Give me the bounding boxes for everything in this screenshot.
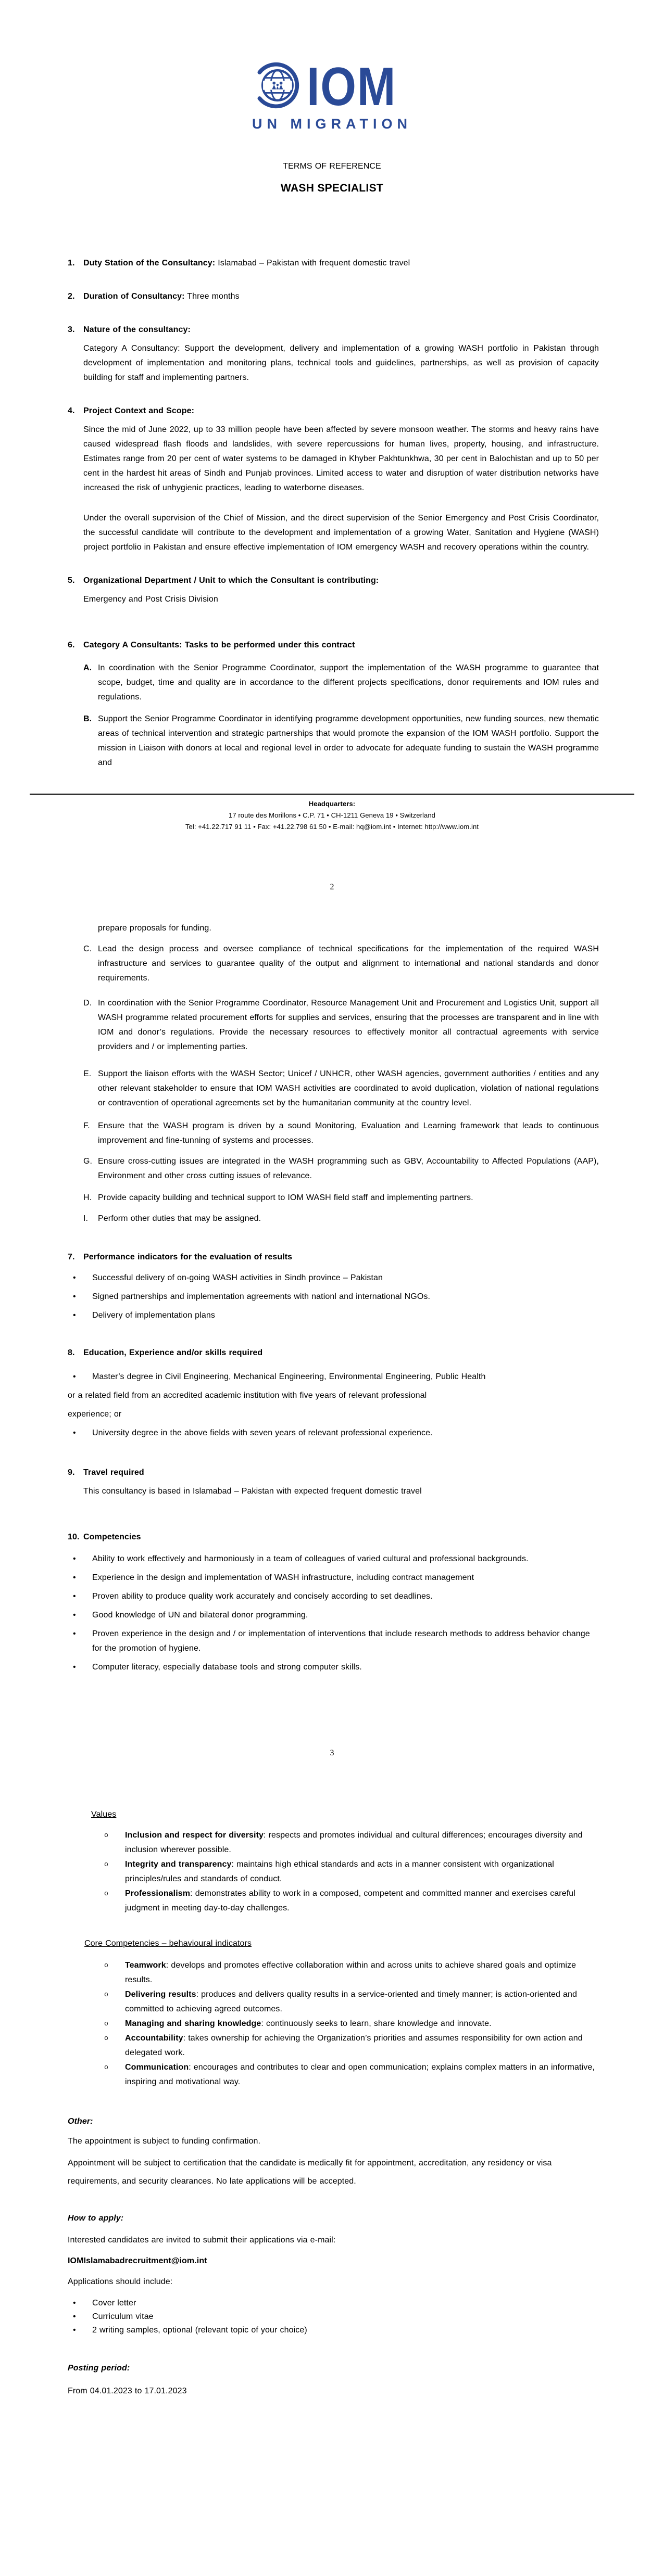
bullet-text: Ability to work effectively and harmoniously in a team of colleagues of varied cultural and professional backgrounds. [92,1554,529,1563]
competency-bullet-5 [68,1627,599,1656]
item-number: 3. [68,325,75,334]
footer-heading: Headquarters: [308,800,356,808]
core-item-5 [68,2060,599,2089]
circle-bullet-icon: o [104,2034,108,2042]
core-text [125,1987,599,2017]
item-6-tasks [68,638,599,770]
value-item-3 [68,1886,599,1916]
task-text: Ensure cross-cutting issues are integrated in the WASH programming such as GBV, Accountability to Affected Populations (AAP), Environment and other cross cutting issues of relevance. [98,1157,599,1180]
value-item-1 [68,1828,599,1857]
bullet-icon: • [73,1554,76,1563]
item-label: Competencies [83,1533,141,1541]
task-e [83,1067,599,1111]
item-label: Organizational Department / Unit to which the Consultant is contributing: [83,576,379,585]
core-competencies-heading: Core Competencies – behavioural indicators [84,1939,252,1948]
bullet-icon: • [73,1311,76,1320]
bullet-text: Computer literacy, especially database tools and strong computer skills. [92,1663,362,1672]
item-label: Nature of the consultancy: [83,325,191,334]
core-text [125,2031,599,2060]
core-desc: : takes ownership for achieving the Organization’s priorities and assumes responsibility for own action and delegated work. [125,2034,583,2057]
performance-bullet-2 [68,1290,599,1304]
core-term: Communication [125,2063,189,2072]
item-text: Three months [184,292,240,301]
apply-line-1: Interested candidates are invited to submit their applications via e-mail: [68,2236,336,2245]
iom-tagline: UN MIGRATION [252,116,412,132]
competency-bullet-3 [68,1589,599,1604]
circle-bullet-icon: o [104,1991,108,1998]
task-text: Provide capacity building and technical support to IOM WASH field staff and implementing partners. [98,1193,473,1202]
iom-wordmark: IOM [307,56,397,117]
task-text: Support the Senior Programme Coordinator in identifying programme development opportunities, new funding sources, new thematic areas of technical intervention and strategic partnerships that would promote the expansion of the IOM WASH portfolio. Support the mission in Liaison with donors at local and regional level in order to advocate for adequate funding to sustain the WASH programme and [98,715,599,767]
circle-bullet-icon: o [104,1831,108,1839]
value-term: Integrity and transparency [125,1860,232,1869]
core-term: Accountability [125,2034,183,2043]
item-number: 4. [68,406,75,415]
posting-period-text: From 04.01.2023 to 17.01.2023 [68,2387,187,2395]
task-letter: G. [83,1157,93,1166]
bullet-icon: • [73,1372,76,1381]
core-term: Teamwork [125,1961,166,1970]
iom-globe-icon [252,60,302,113]
bullet-icon: • [73,2312,76,2321]
task-text: Lead the design process and oversee compliance of technical specifications for the implementation of the required WASH infrastructure and services to guarantee quality of the output and alignment to international and national standards and donor requirements. [98,945,599,983]
task-b [83,712,599,770]
core-item-1 [68,1958,599,1987]
education-continuation-1: or a related field from an accredited academic institution with five years of relevant professional [68,1391,427,1400]
value-text [125,1886,599,1916]
bullet-icon: • [73,1611,76,1619]
item-number: 7. [68,1253,75,1261]
bullet-text: Delivery of implementation plans [92,1311,215,1320]
value-text [125,1828,599,1857]
item-number: 9. [68,1468,75,1477]
bullet-text: Proven ability to produce quality work accurately and concisely according to set deadlines. [92,1592,433,1601]
org-department-text: Emergency and Post Crisis Division [83,595,218,604]
task-letter: D. [83,999,92,1008]
how-to-apply-heading: How to apply: [68,2214,124,2223]
bullet-icon: • [73,1592,76,1601]
task-letter: H. [83,1193,92,1202]
core-term: Delivering results [125,1990,196,1999]
core-text [125,2060,599,2089]
performance-bullet-3 [68,1308,599,1323]
posting-period-heading: Posting period: [68,2364,130,2373]
education-bullet-2 [68,1424,599,1443]
core-desc: : produces and delivers quality results in a service-oriented and timely manner; is action-oriented and committed to achieving agreed outcomes. [125,1990,578,2013]
circle-bullet-icon: o [104,2063,108,2071]
core-desc: : develops and promotes effective collaboration within and across units to achieve shared goals and optimize results. [125,1961,577,1984]
bullet-text: Signed partnerships and implementation agreements with nationl and international NGOs. [92,1292,431,1301]
competency-bullet-6 [68,1660,599,1675]
bullet-icon: • [73,1429,76,1437]
task-g [83,1154,599,1183]
item-text: Islamabad – Pakistan with frequent domestic travel [215,259,410,267]
competency-bullet-1 [68,1552,599,1566]
circle-bullet-icon: o [104,1961,108,1969]
circle-bullet-icon: o [104,1890,108,1897]
performance-bullet-1 [68,1271,599,1285]
bullet-text: Master’s degree in Civil Engineering, Mechanical Engineering, Environmental Engineering, Public Health [92,1372,486,1381]
item-label: Category A Consultants: Tasks to be performed under this contract [83,641,355,649]
item-label: Performance indicators for the evaluation of results [83,1253,293,1261]
item-label: Project Context and Scope: [83,406,195,415]
bullet-icon: • [73,1663,76,1672]
bullet-icon: • [73,1292,76,1301]
task-letter: A. [83,664,92,672]
apply-line-2: Applications should include: [68,2277,173,2286]
task-c [83,942,599,986]
context-paragraph-1: Since the mid of June 2022, up to 33 million people have been affected by severe monsoon weather. The storms and heavy rains have caused widespread flash floods and landslides, with severe repercussions for human lives, property, housing, and infrastructure. Estimates range from 20 per cent of water systems to be damaged in Khyber Pakhtunkhwa, 30 per cent in Balochistan and up to 50 per cent in the hardest hit areas of Sindh and Punjab provinces. Limited access to water and disruption of water distribution networks have increased the risk of unhygienic practices, leading to waterborne diseases. [83,425,599,492]
page-footer [30,794,634,833]
core-text [125,2017,599,2031]
core-text [125,1958,599,1987]
bullet-text: Curriculum vitae [92,2312,154,2321]
task-h [83,1191,599,1205]
item-7-performance [68,1250,599,1265]
item-10-competencies [68,1530,599,1545]
item-label: Duty Station of the Consultancy: [83,259,216,267]
item-number: 8. [68,1348,75,1357]
value-item-2 [68,1857,599,1886]
education-bullet-1 [68,1368,599,1386]
task-a [83,661,599,705]
education-continuation-2: experience; or [68,1410,122,1419]
value-term: Professionalism [125,1889,191,1898]
core-item-3 [68,2017,599,2031]
task-text: Perform other duties that may be assigned. [98,1214,261,1223]
circle-bullet-icon: o [104,1860,108,1868]
core-desc: : continuously seeks to learn, share knowledge and innovate. [261,2019,492,2028]
page-1 [0,0,664,859]
task-letter: C. [83,945,92,953]
core-item-4 [68,2031,599,2060]
bullet-text: Successful delivery of on-going WASH activities in Sindh province – Pakistan [92,1273,383,1282]
bullet-icon: • [73,2326,76,2335]
item-label: Duration of Consultancy: [83,292,185,301]
page-number: 3 [330,1749,334,1757]
circle-bullet-icon: o [104,2020,108,2027]
item-5-org-department [68,573,599,607]
item-4-context-scope [68,404,599,555]
value-text [125,1857,599,1886]
page-number: 2 [330,883,334,891]
task-letter: B. [83,715,92,723]
values-heading: Values [91,1810,117,1819]
value-desc: : demonstrates ability to work in a composed, competent and committed manner and exercises careful judgment in meeting day-to-day challenges. [125,1889,575,1912]
value-desc: : respects and promotes individual and cultural differences; encourages diversity and inclusion wherever possible. [125,1831,583,1854]
iom-logo [0,0,664,132]
item-label: Travel required [83,1468,144,1477]
item-number: 10. [68,1533,80,1541]
bullet-text: Experience in the design and implementation of WASH infrastructure, including contract management [92,1573,474,1582]
bullet-text: Good knowledge of UN and bilateral donor programming. [92,1611,308,1619]
item-number: 2. [68,292,75,301]
item-9-travel [68,1465,599,1499]
task-b-continuation: prepare proposals for funding. [98,924,211,933]
item-number: 6. [68,641,75,649]
task-letter: F. [83,1121,90,1130]
travel-text: This consultancy is based in Islamabad – Pakistan with expected frequent domestic travel [83,1487,422,1496]
doc-title: TERMS OF REFERENCE [283,162,381,171]
page-3 [0,1717,664,2576]
apply-bullet-3 [68,2324,599,2337]
bullet-icon: • [73,1273,76,1282]
task-text: Support the liaison efforts with the WASH Sector; Unicef / UNHCR, other WASH agencies, government authorities / entities and any other relevant stakeholder to ensure that IOM WASH activities are coordinated to avoid duplication, violation of national regulations or contravention of operational agreements set by the humanitarian community at the country level. [98,1069,599,1107]
core-desc: : encourages and contributes to clear and open communication; explains complex matters in an informative, inspiring and motivational way. [125,2063,595,2086]
bullet-icon: • [73,2299,76,2307]
task-d [83,996,599,1054]
task-i [83,1212,599,1226]
item-label: Education, Experience and/or skills required [83,1348,263,1357]
task-letter: I. [83,1214,89,1223]
bullet-icon: • [73,1573,76,1582]
footer-address: 17 route des Morillons • C.P. 71 • CH-1211 Geneva 19 • Switzerland [229,811,435,819]
item-3-nature [68,323,599,385]
bullet-text: University degree in the above fields with seven years of relevant professional experience. [92,1429,433,1437]
other-heading: Other: [68,2117,93,2126]
doc-subtitle: WASH SPECIALIST [280,182,384,194]
task-f [83,1119,599,1148]
value-desc: : maintains high ethical standards and acts in a manner consistent with organizational principles/rules and standards of conduct. [125,1860,554,1883]
context-paragraph-2: Under the overall supervision of the Chief of Mission, and the direct supervision of the Senior Emergency and Post Crisis Coordinator, the successful candidate will contribute to the development and implementation of a growing Water, Sanitation and Hygiene (WASH) project portfolio in Pakistan and ensure effective implementation of IOM emergency WASH and recovery operations within the country. [83,514,599,552]
value-term: Inclusion and respect for diversity [125,1831,264,1840]
page-2 [0,859,664,1717]
item-2-duration [68,289,599,304]
bullet-text: Cover letter [92,2299,136,2307]
apply-bullet-2 [68,2310,599,2324]
competency-bullet-4 [68,1608,599,1623]
bullet-icon: • [73,1629,76,1638]
other-line-1: The appointment is subject to funding confirmation. [68,2137,261,2146]
task-letter: E. [83,1069,92,1078]
item-8-education [68,1346,599,1360]
task-text: In coordination with the Senior Programme Coordinator, support the implementation of the WASH programme to guarantee that scope, budget, time and quality are in accordance to the different projects specifications, donor requirements and IOM rules and regulations. [98,664,599,702]
core-term: Managing and sharing knowledge [125,2019,261,2028]
task-text: In coordination with the Senior Programme Coordinator, Resource Management Unit and Procurement and Logistics Unit, support all WASH programme related procurement efforts for supplies and services, ensuring that the processes are transparent and in line with IOM and donor’s regulations. Provide the necessary resources to effectively monitor all contractual agreements with service providers and / or implementing parties. [98,999,599,1051]
bullet-text: 2 writing samples, optional (relevant topic of your choice) [92,2326,307,2335]
item-1-duty-station [68,256,599,271]
apply-bullet-1 [68,2297,599,2310]
bullet-text: Proven experience in the design and / or implementation of interventions that include research methods to address behavior change for the promotion of hygiene. [92,1629,590,1653]
footer-contacts: Tel: +41.22.717 91 11 • Fax: +41.22.798 61 50 • E-mail: hq@iom.int • Internet: http://www.iom.int [185,823,479,831]
apply-email: IOMIslamabadrecruitment@iom.int [68,2256,207,2265]
task-text: Ensure that the WASH program is driven by a sound Monitoring, Evaluation and Learning framework that leads to continuous improvement and fine-tunning of systems and processes. [98,1121,599,1145]
core-item-2 [68,1987,599,2017]
item-number: 5. [68,576,75,585]
nature-paragraph: Category A Consultancy: Support the development, delivery and implementation of a growing WASH portfolio in Pakistan through development of implementation and monitoring plans, technical tools and guidelines, partnerships, as well as provision of capacity building for staff and implementing partners. [83,344,599,382]
other-line-2: Appointment will be subject to certification that the candidate is medically fit for appointment, accreditation, any residency or visa requirements, and security clearances. No late applications will be accepted. [68,2159,552,2186]
item-number: 1. [68,259,75,267]
competency-bullet-2 [68,1571,599,1585]
